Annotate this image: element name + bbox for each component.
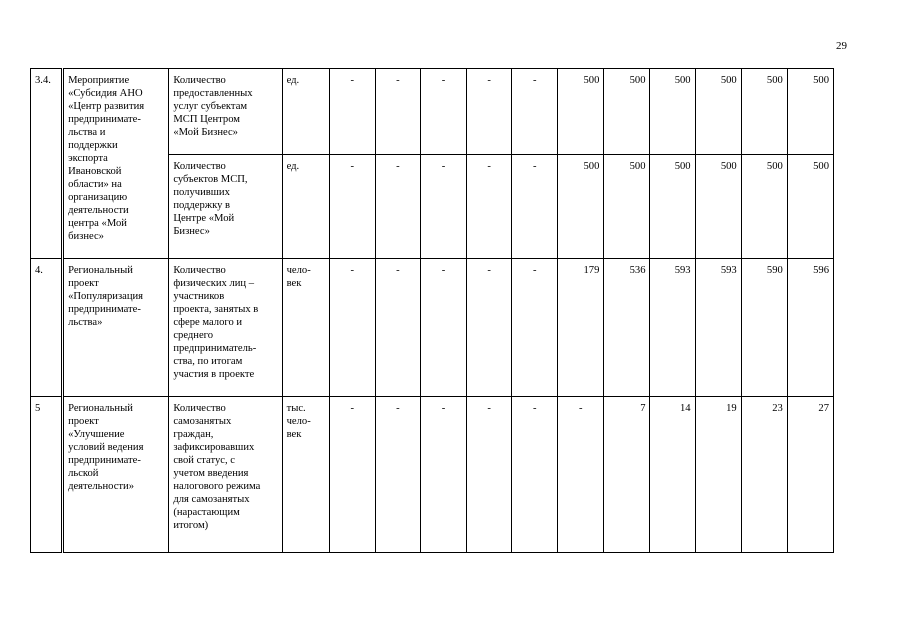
text-line: век (286, 278, 302, 289)
text-line: граждан, (173, 429, 214, 440)
value-cell: - (329, 259, 375, 397)
text-line: «Субсидия АНО (68, 88, 143, 99)
text-line: Центре «Мой (173, 213, 235, 224)
text-line: зафиксировавших (173, 442, 255, 453)
value-cell: - (467, 155, 512, 259)
table-row (31, 69, 834, 155)
measure-name-cell (63, 69, 169, 259)
value-cell: - (512, 397, 558, 553)
text-line: экспорта (68, 153, 108, 164)
value-cell: 500 (650, 69, 695, 155)
text-line: проект (68, 278, 99, 289)
text-line: Количество (173, 265, 226, 276)
indicator-name-cell (169, 259, 282, 397)
text-line: предприниматель- (173, 343, 257, 354)
measure-name-cell (63, 397, 169, 553)
text-line: льства и (68, 127, 106, 138)
value-cell: 500 (650, 155, 695, 259)
text-line: Ивановской (68, 166, 122, 177)
table-body (31, 69, 834, 553)
text-line: Региональный (68, 403, 133, 414)
value-cell: - (467, 259, 512, 397)
text-line: «Центр развития (68, 101, 145, 112)
value-cell: 23 (741, 397, 787, 553)
value-cell: 500 (787, 155, 833, 259)
text-line: тыс. (286, 403, 306, 414)
row-number: 4. (31, 259, 63, 397)
text-line: МСП Центром (173, 114, 240, 125)
text-line: «Популяризация (68, 291, 144, 302)
indicator-name-cell (169, 155, 282, 259)
text-line: Количество (173, 75, 226, 86)
value-cell: - (512, 69, 558, 155)
value-cell: - (329, 155, 375, 259)
text-line: льской (68, 468, 99, 479)
text-line: налогового режима (173, 481, 261, 492)
value-cell: - (375, 259, 420, 397)
text-line: организацию (68, 192, 128, 203)
value-cell: 500 (695, 69, 741, 155)
text-line: предпринимате- (68, 114, 141, 125)
text-line: поддержки (68, 140, 118, 151)
text-line: предпринимате- (68, 304, 141, 315)
text-line: предоставленных (173, 88, 253, 99)
value-cell: 19 (695, 397, 741, 553)
text-line: участия в проекте (173, 369, 255, 380)
value-cell: 536 (604, 259, 650, 397)
text-line: Количество (173, 403, 226, 414)
text-line: ства, по итогам (173, 356, 243, 367)
text-line: (нарастающим (173, 507, 240, 518)
value-cell: 500 (604, 155, 650, 259)
value-cell: 500 (604, 69, 650, 155)
text-line: Региональный (68, 265, 133, 276)
value-cell: - (467, 397, 512, 553)
table-row (31, 397, 834, 553)
value-cell: - (375, 155, 420, 259)
value-cell: - (375, 397, 420, 553)
row-number: 3.4. (31, 69, 63, 259)
value-cell: 500 (741, 155, 787, 259)
text-line: проект (68, 416, 99, 427)
text-line: ед. (286, 75, 300, 86)
text-line: условий ведения (68, 442, 144, 453)
indicator-name-cell (169, 69, 282, 155)
value-cell: - (329, 397, 375, 553)
indicators-table (30, 68, 834, 553)
text-line: физических лиц – (173, 278, 255, 289)
text-line: чело- (286, 265, 311, 276)
text-line: проекта, занятых в (173, 304, 259, 315)
text-line: поддержку в (173, 200, 231, 211)
text-line: области» на (68, 179, 122, 190)
value-cell: 500 (558, 155, 604, 259)
value-cell: 14 (650, 397, 695, 553)
unit-cell (282, 155, 329, 259)
value-cell: - (420, 69, 466, 155)
value-cell: - (375, 69, 420, 155)
value-cell: 500 (558, 69, 604, 155)
value-cell: 179 (558, 259, 604, 397)
value-cell: - (467, 69, 512, 155)
value-cell: 7 (604, 397, 650, 553)
row-number: 5 (31, 397, 63, 553)
page-number: 29 (836, 40, 847, 52)
text-line: век (286, 429, 302, 440)
text-line: самозанятых (173, 416, 232, 427)
text-line: бизнес» (68, 231, 104, 242)
value-cell: 590 (741, 259, 787, 397)
value-cell: - (512, 155, 558, 259)
text-line: услуг субъектам (173, 101, 248, 112)
value-cell: 27 (787, 397, 833, 553)
unit-cell (282, 397, 329, 553)
text-line: деятельности (68, 205, 129, 216)
value-cell: - (512, 259, 558, 397)
text-line: чело- (286, 416, 311, 427)
table-row (31, 259, 834, 397)
text-line: учетом введения (173, 468, 249, 479)
text-line: предпринимате- (68, 455, 141, 466)
value-cell: - (420, 155, 466, 259)
text-line: свой статус, с (173, 455, 235, 466)
value-cell: 596 (787, 259, 833, 397)
text-line: центра «Мой (68, 218, 127, 229)
text-line: «Мой Бизнес» (173, 127, 238, 138)
text-line: получивших (173, 187, 230, 198)
text-line: Количество (173, 161, 226, 172)
text-line: деятельности» (68, 481, 135, 492)
indicator-name-cell (169, 397, 282, 553)
value-cell: - (420, 259, 466, 397)
unit-cell (282, 69, 329, 155)
text-line: для самозанятых (173, 494, 250, 505)
text-line: участников (173, 291, 225, 302)
text-line: среднего (173, 330, 214, 341)
value-cell: 500 (741, 69, 787, 155)
text-line: итогом) (173, 520, 209, 531)
text-line: сфере малого и (173, 317, 243, 328)
text-line: ед. (286, 161, 300, 172)
text-line: субъектов МСП, (173, 174, 248, 185)
value-cell: - (558, 397, 604, 553)
text-line: Мероприятие (68, 75, 130, 86)
unit-cell (282, 259, 329, 397)
value-cell: - (329, 69, 375, 155)
value-cell: 593 (695, 259, 741, 397)
text-line: Бизнес» (173, 226, 210, 237)
text-line: льства» (68, 317, 103, 328)
text-line: «Улучшение (68, 429, 125, 440)
value-cell: 500 (695, 155, 741, 259)
value-cell: - (420, 397, 466, 553)
value-cell: 593 (650, 259, 695, 397)
value-cell: 500 (787, 69, 833, 155)
measure-name-cell (63, 259, 169, 397)
